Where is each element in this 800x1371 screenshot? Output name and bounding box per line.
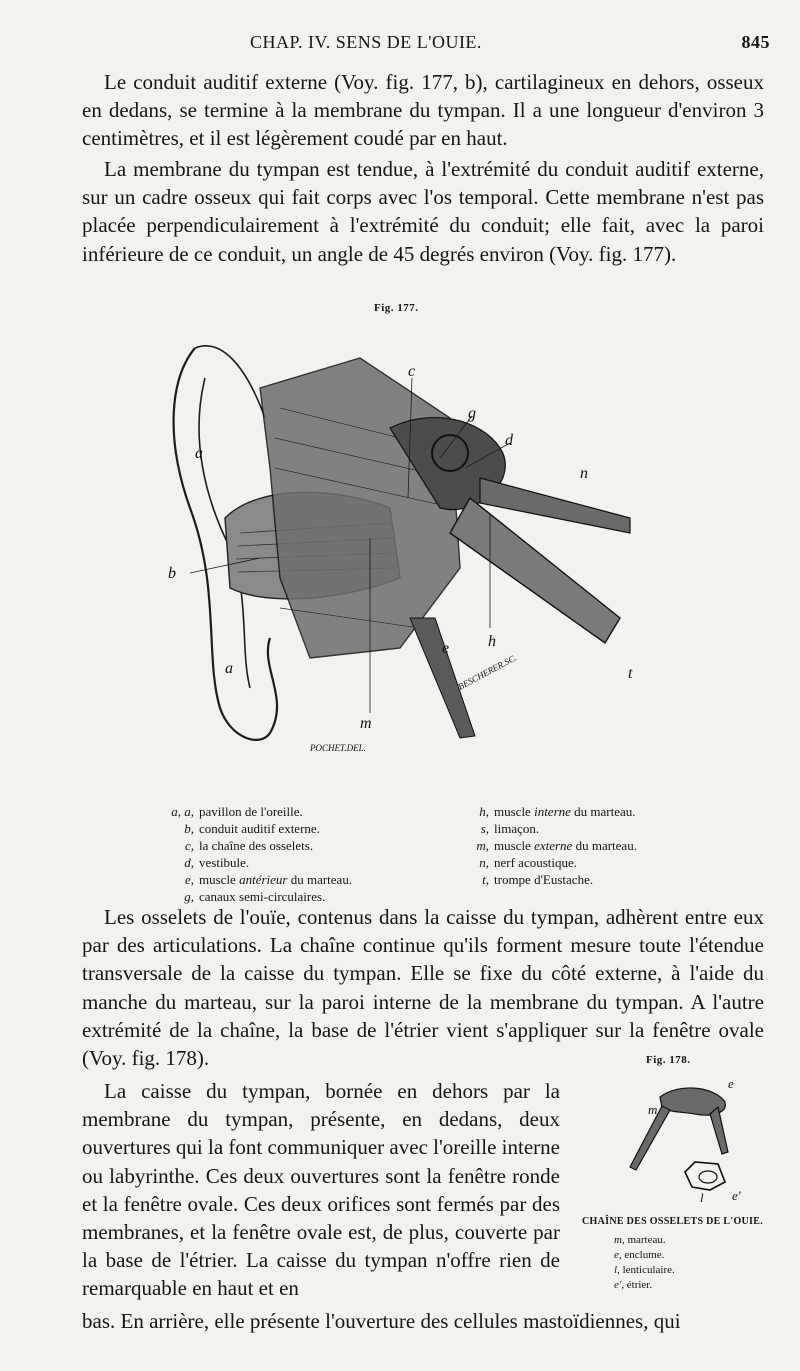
paragraph-caisse-tympan: La caisse du tympan, bornée en dehors par la membrane du tympan, présente, en dedans, deux ouvertures qui la font communiquer avec l'oreille interne ou labyrinthe. Ces deux ouvertures sont la fenêtre ronde et la fenêtre ovale. Ces deux orifices sont fermés par des membranes, et la fenêtre ovale est, de plus, couverte par la base de l'étrier. La caisse du tympan n'offre rien de remarquable en haut et en <box>82 1079 560 1301</box>
fig177-label-m: m <box>360 715 372 732</box>
paragraph-osselets: Les osselets de l'ouïe, contenus dans la caisse du tympan, adhèrent entre eux par des articulations. La chaîne continue qu'ils forment mesure toute l'étendue transversale de la caisse du tympan. Elle se fixe du côté externe, à l'aide du manche du marteau, sur la paroi interne de la membrane du tympan. A l'autre extrémité de la chaîne, la base de l'étrier vient s'appliquer sur la fenêtre ovale (Voy. fig. 178). <box>82 905 764 1071</box>
paragraph-membrane-tympan: La membrane du tympan est tendue, à l'extrémité du conduit auditif externe, sur un cadre osseux qui fait corps avec l'os temporal. Cette membrane n'est pas placée perpendiculairement à l'extrémité du conduit; elle fait, avec la paroi inférieure de ce conduit, un angle de 45 degrés environ (Voy. fig. 177). <box>82 157 764 266</box>
legend-row: c, la chaîne des osselets. <box>184 838 314 853</box>
legend-row: m, muscle externe du marteau. <box>476 838 637 853</box>
fig177-label-d: d <box>505 432 513 449</box>
page-number: 845 <box>741 32 770 52</box>
legend-row: m, marteau. <box>614 1234 666 1246</box>
fig177-label-g: g <box>468 405 476 422</box>
legend-row: g, canaux semi-circulaires. <box>184 889 326 904</box>
running-head <box>250 32 770 56</box>
legend-row: t, trompe d'Eustache. <box>482 872 594 887</box>
fig178-label-m: m <box>648 1102 658 1117</box>
fig177-label-e: e <box>442 640 450 657</box>
figure-178-caption: Fig. 178. <box>646 1054 691 1066</box>
fig177-label-b: b <box>168 565 176 582</box>
engraver-signature-left: POCHET.DEL. <box>310 743 366 753</box>
legend-row: e', étrier. <box>614 1279 653 1291</box>
fig177-label-a-top: a <box>195 445 203 462</box>
paragraph-continuation: bas. En arrière, elle présente l'ouverture des cellules mastoïdiennes, qui <box>82 1309 681 1333</box>
legend-row: h, muscle interne du marteau. <box>479 804 636 819</box>
legend-row: d, vestibule. <box>184 855 250 870</box>
fig178-label-e-prime: e' <box>732 1188 741 1203</box>
ossicles-chain-engraving <box>600 1072 770 1212</box>
figure-178-legend <box>582 1214 782 1293</box>
legend-row: b, conduit auditif externe. <box>184 821 320 836</box>
figure-177-legend-left <box>160 803 420 905</box>
ear-anatomy-engraving <box>150 318 660 768</box>
legend-row: n, nerf acoustique. <box>479 855 578 870</box>
fig177-label-h: h <box>488 633 496 650</box>
fig177-label-c: c <box>408 363 416 380</box>
fig177-label-n: n <box>580 465 588 482</box>
fig177-label-a-bottom: a <box>225 660 233 677</box>
legend-row: e, enclume. <box>614 1249 665 1261</box>
engraver-signature-right: BESCHERER.SC. <box>456 652 519 692</box>
figure-178-legend-title: CHAÎNE DES OSSELETS DE L'OUIE. <box>582 1216 764 1227</box>
fig178-label-e: e <box>728 1076 734 1091</box>
figure-177-caption: Fig. 177. <box>374 302 419 314</box>
legend-row: a, a, pavillon de l'oreille. <box>171 804 303 819</box>
fig178-label-l: l <box>700 1190 704 1205</box>
paragraph-conduit-auditif: Le conduit auditif externe (Voy. fig. 177, b), cartilagineux en dehors, osseux en dedans, se termine à la membrane du tympan. Il a une longueur d'environ 3 centimètres, et il est légèrement coudé par en haut. <box>82 70 764 151</box>
fig177-label-t: t <box>628 665 633 682</box>
chapter-title: CHAP. IV. SENS DE L'OUIE. <box>250 32 482 52</box>
figure-177-legend-right <box>455 803 755 888</box>
legend-row: e, muscle antérieur du marteau. <box>184 872 353 887</box>
legend-row: s, limaçon. <box>480 821 540 836</box>
legend-row: l, lenticulaire. <box>614 1264 675 1276</box>
